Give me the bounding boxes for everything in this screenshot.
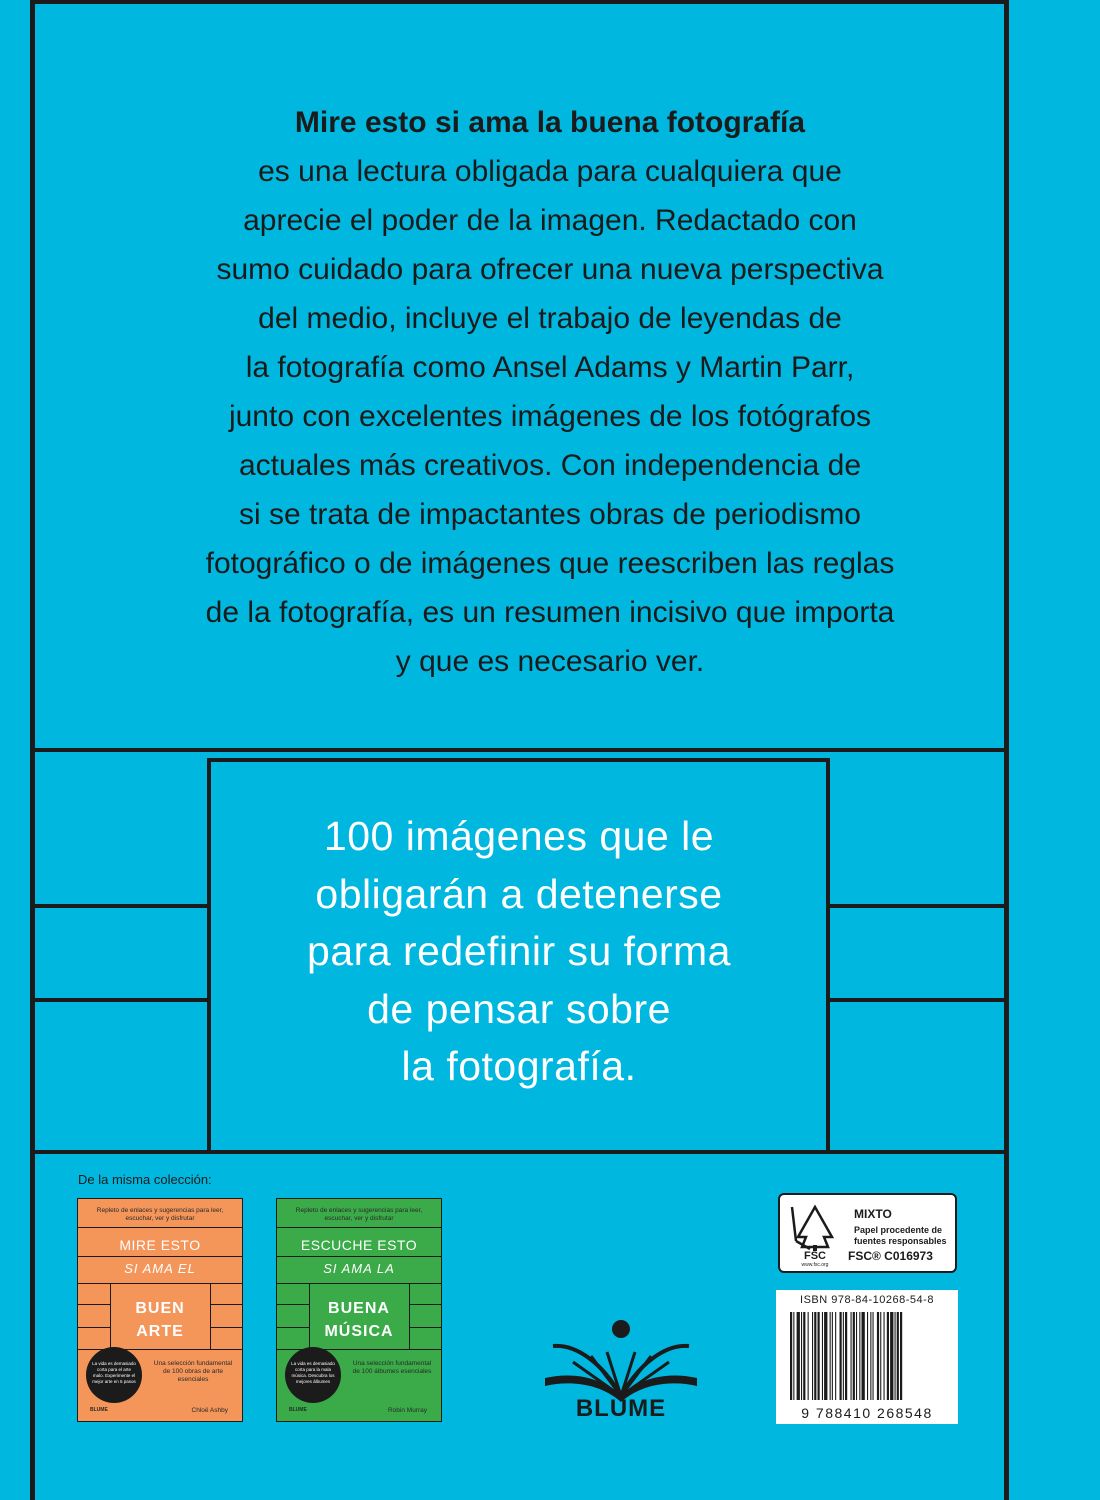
barcode-bar: [887, 1312, 889, 1400]
fsc-tree-icon: [788, 1201, 842, 1267]
book-title-main: [277, 1297, 441, 1343]
book-title-line2: SI AMA LA: [323, 1261, 395, 1276]
fsc-line2: fuentes responsables: [854, 1236, 947, 1246]
blurb-line: fotográfico o de imágenes que reescriben las reglas: [205, 547, 895, 580]
barcode-number: 9 788410 268548: [801, 1405, 933, 1421]
book-sticker: La vida es demasiado corta para la mala música. Descubra los mejores álbumes: [285, 1347, 341, 1403]
barcode-bar: [895, 1312, 896, 1400]
frame-divider-lower: [30, 1150, 1009, 1154]
panel-left-line: [207, 758, 211, 1150]
book-title-main-b: ARTE: [136, 1323, 184, 1340]
barcode-bar: [812, 1312, 813, 1400]
book-publisher: BLUME: [289, 1407, 307, 1413]
barcode-bar: [793, 1312, 794, 1400]
blurb-line: si se trata de impactantes obras de periodismo: [239, 498, 861, 531]
tagline-line: de pensar sobre: [367, 985, 671, 1032]
book-subtitle: Repleto de enlaces y sugerencias para leer, escuchar, ver y disfrutar: [295, 1207, 423, 1222]
barcode-bar: [840, 1312, 842, 1400]
book-author: Chloë Ashby: [191, 1407, 228, 1414]
barcode-bar: [900, 1312, 902, 1400]
fsc-mix-label: MIXTO: [854, 1207, 892, 1221]
barcode-bar: [808, 1312, 809, 1400]
frame-divider-upper: [30, 748, 1009, 752]
barcode-bar: [824, 1312, 827, 1400]
barcode-bar: [880, 1312, 881, 1400]
tagline-line: obligarán a detenerse: [315, 870, 723, 917]
side-line-right-a: [830, 904, 1008, 908]
side-line-left-a: [30, 904, 207, 908]
book-line: [277, 1283, 441, 1284]
fsc-code: FSC® C016973: [848, 1249, 933, 1263]
barcode-bar: [845, 1312, 847, 1400]
blurb-line: junto con excelentes imágenes de los fotógrafos: [228, 400, 872, 433]
blurb-line: aprecie el poder de la imagen. Redactado con: [243, 204, 857, 237]
publisher-name: BLUME: [575, 1395, 667, 1422]
blurb-title-line: Mire esto si ama la buena fotografía: [294, 106, 806, 139]
book-line: [277, 1227, 441, 1228]
barcode-bar: [843, 1312, 844, 1400]
barcode-bar: [803, 1312, 805, 1400]
book-line: [277, 1256, 441, 1257]
barcode-bar: [801, 1312, 802, 1400]
book-cover-music: [276, 1198, 442, 1422]
barcode-bars: [790, 1312, 944, 1402]
fsc-line1: Papel procedente de: [854, 1225, 943, 1235]
barcode-bar: [851, 1312, 852, 1400]
isbn-text: ISBN 978-84-10268-54-8: [800, 1294, 934, 1306]
isbn-barcode: [776, 1290, 958, 1424]
blurb-text: [40, 98, 1060, 686]
book-author: Robin Murray: [387, 1407, 427, 1414]
side-line-left-b: [30, 998, 207, 1002]
book-publisher: BLUME: [90, 1407, 108, 1413]
barcode-bar: [862, 1312, 865, 1400]
blurb-line: la fotografía como Ansel Adams y Martin Parr,: [245, 351, 855, 384]
fsc-certification: [778, 1193, 957, 1273]
book-cover-art: [77, 1198, 243, 1422]
frame-top-line: [30, 0, 1009, 4]
book-description: Una selección fundamental de 100 álbumes esenciales: [352, 1360, 432, 1375]
book-line: [78, 1283, 242, 1284]
book-line: [78, 1227, 242, 1228]
book-sticker: La vida es demasiado corta para el arte malo. Experimente el mejor arte en 5 pasos: [86, 1347, 142, 1403]
book-title-main-a: BUENA: [328, 1300, 390, 1317]
fsc-label: FSC: [804, 1250, 826, 1262]
barcode-bar: [867, 1312, 868, 1400]
barcode-bar: [877, 1312, 879, 1400]
blurb-line: de la fotografía, es un resumen incisivo que importa: [205, 596, 895, 629]
barcode-bar: [890, 1312, 893, 1400]
blurb-line: es una lectura obligada para cualquiera que: [258, 155, 842, 188]
tagline-line: 100 imágenes que le: [323, 813, 715, 859]
blurb-line: actuales más creativos. Con independencia de: [238, 449, 862, 482]
book-title-main-b: MÚSICA: [324, 1323, 394, 1340]
barcode-bar: [818, 1312, 820, 1400]
tagline-line: para redefinir su forma: [307, 928, 731, 974]
book-title-line1: ESCUCHE ESTO: [300, 1237, 418, 1253]
barcode-bar: [856, 1312, 857, 1400]
book-line: [78, 1256, 242, 1257]
barcode-bar: [870, 1312, 871, 1400]
fsc-url: www.fsc.org: [801, 1262, 829, 1267]
barcode-bar: [859, 1312, 860, 1400]
barcode-bar: [822, 1312, 823, 1400]
book-title-line1: MIRE ESTO: [119, 1237, 201, 1253]
barcode-bar: [873, 1312, 874, 1400]
panel-right-line: [826, 758, 830, 1150]
book-subtitle: Repleto de enlaces y sugerencias para leer, escuchar, ver y disfrutar: [96, 1207, 224, 1222]
barcode-bar: [814, 1312, 816, 1400]
barcode-bar: [835, 1312, 836, 1400]
panel-top-line: [207, 758, 830, 762]
barcode-bar: [884, 1312, 885, 1400]
blurb-line: del medio, incluye el trabajo de leyendas de: [258, 302, 842, 335]
blurb-line: sumo cuidado para ofrecer una nueva perspectiva: [216, 253, 884, 286]
barcode-bar: [790, 1312, 792, 1400]
book-title-main: [78, 1297, 242, 1343]
book-title-line2: SI AMA EL: [124, 1261, 196, 1276]
barcode-bar: [830, 1312, 831, 1400]
tagline-line: la fotografía.: [401, 1043, 637, 1089]
side-line-right-b: [830, 998, 1008, 1002]
barcode-bar: [897, 1312, 899, 1400]
collection-label: De la misma colección:: [78, 1172, 212, 1187]
barcode-bar: [853, 1312, 855, 1400]
barcode-bar: [832, 1312, 833, 1400]
book-description: Una selección fundamental de 100 obras de arte esenciales: [153, 1360, 233, 1383]
blurb-line: y que es necesario ver.: [395, 645, 705, 678]
barcode-bar: [797, 1312, 800, 1400]
book-title-main-a: BUEN: [135, 1300, 185, 1317]
tagline: [212, 808, 826, 1096]
